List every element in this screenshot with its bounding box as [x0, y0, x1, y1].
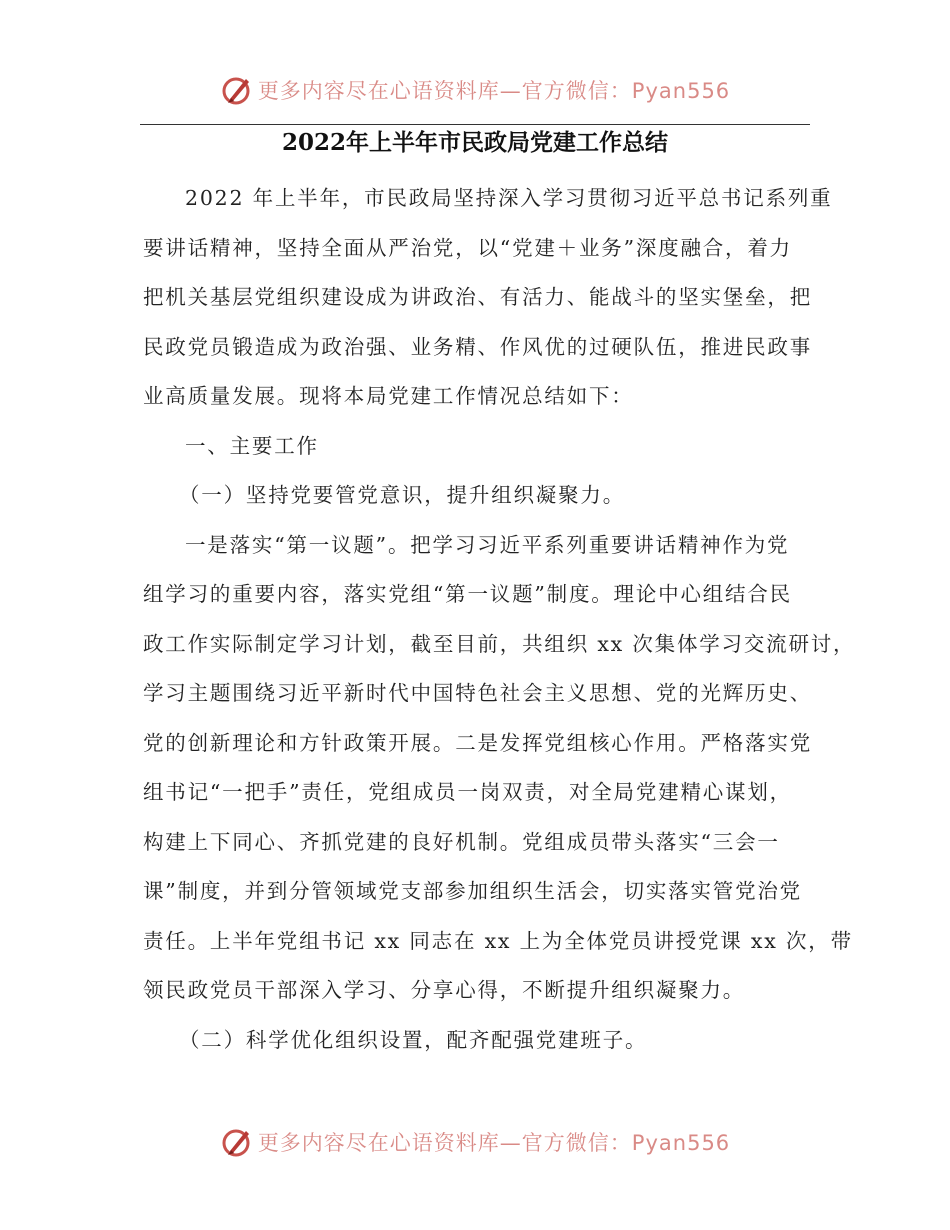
body-line: 组书记“一把手”责任，党组成员一岗双责，对全局党建精心谋划， — [143, 780, 792, 804]
body-line: 民政党员锻造成为政治强、业务精、作风优的过硬队伍，推进民政事 — [143, 334, 812, 359]
body-line: 把机关基层党组织建设成为讲政治、有活力、能战斗的坚实堡垒，把 — [143, 285, 812, 309]
page-title: 2022年上半年市民政局党建工作总结 — [281, 129, 668, 156]
header-rule — [140, 124, 810, 125]
subsection-heading: （二）科学优化组织设置，配齐配强党建班子。 — [179, 1027, 648, 1052]
body-line: 党的创新理论和方针政策开展。二是发挥党组核心作用。严格落实党 — [143, 730, 812, 755]
body-line: 组学习的重要内容，落实党组“第一议题”制度。理论中心组结合民 — [143, 582, 792, 606]
watermark-text: 更多内容尽在心语资料库—官方微信：Pyan556 — [257, 79, 731, 103]
brush-pen-circle-icon — [220, 1125, 254, 1159]
body-line: 一是落实“第一议题”。把学习习近平系列重要讲话精神作为党 — [185, 532, 790, 557]
subsection-heading: （一）坚持党要管党意识，提升组织凝聚力。 — [179, 483, 625, 507]
document-body — [143, 180, 856, 1071]
body-line: 政工作实际制定学习计划，截至目前，共组织 xx 次集体学习交流研讨， — [143, 631, 856, 656]
watermark-banner-top — [0, 68, 950, 112]
body-line: 责任。上半年党组书记 xx 同志在 xx 上为全体党员讲授党课 xx 次，带 — [143, 928, 853, 953]
body-line: 领民政党员干部深入学习、分享心得，不断提升组织凝聚力。 — [143, 978, 746, 1002]
body-line: 构建上下同心、齐抓党建的良好机制。党组成员带头落实“三会一 — [143, 829, 780, 854]
watermark-text: 更多内容尽在心语资料库—官方微信：Pyan556 — [257, 1131, 731, 1155]
body-line: 课”制度，并到分管领域党支部参加组织生活会，切实落实管党治党 — [143, 879, 802, 903]
body-line: 业高质量发展。现将本局党建工作情况总结如下： — [143, 384, 634, 408]
body-line: 要讲话精神，坚持全面从严治党，以“党建＋业务”深度融合，着力 — [143, 235, 792, 260]
brush-pen-circle-icon — [220, 73, 254, 107]
body-line: 2022 年上半年，市民政局坚持深入学习贯彻习近平总书记系列重 — [185, 186, 833, 210]
body-line: 学习主题围绕习近平新时代中国特色社会主义思想、党的光辉历史、 — [143, 681, 812, 705]
section-heading: 一、主要工作 — [185, 433, 319, 458]
watermark-banner-bottom — [0, 1120, 950, 1164]
